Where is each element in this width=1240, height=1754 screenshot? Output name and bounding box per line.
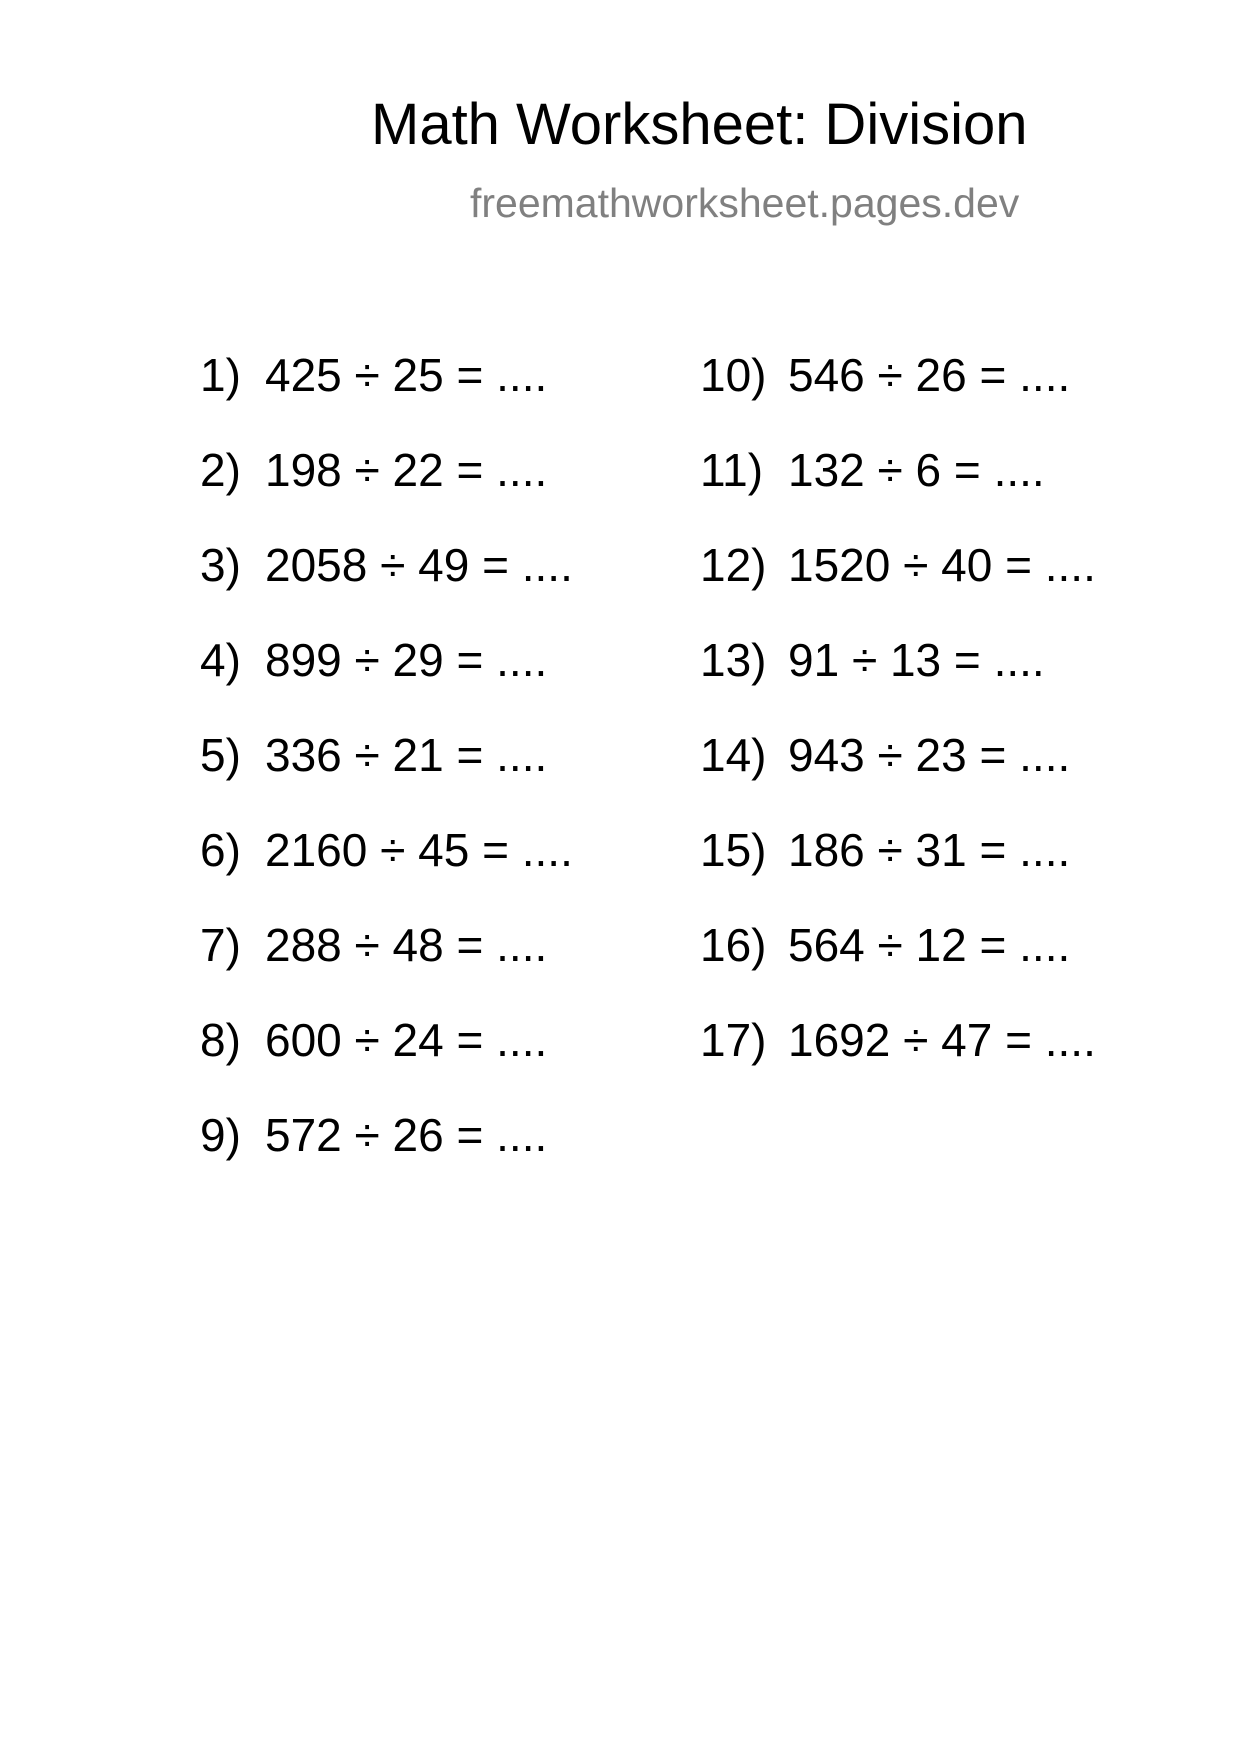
problem-expression: 546 ÷ 26 = .... — [788, 349, 1071, 401]
problem-expression: 425 ÷ 25 = .... — [265, 349, 548, 401]
problem-number: 15) — [700, 824, 767, 876]
problem-item — [200, 444, 573, 542]
problems-column-right — [700, 349, 1096, 1112]
problem-number: 5) — [200, 729, 241, 781]
problem-number: 1) — [200, 349, 241, 401]
problem-item — [200, 919, 573, 1017]
problem-expression: 288 ÷ 48 = .... — [265, 919, 548, 971]
problem-number: 14) — [700, 729, 767, 781]
problem-number: 13) — [700, 634, 767, 686]
problem-item — [700, 539, 1096, 637]
problem-number: 16) — [700, 919, 767, 971]
problem-expression: 899 ÷ 29 = .... — [265, 634, 548, 686]
problem-item — [200, 1014, 573, 1112]
problem-expression: 336 ÷ 21 = .... — [265, 729, 548, 781]
problem-expression: 564 ÷ 12 = .... — [788, 919, 1071, 971]
problem-item — [200, 634, 573, 732]
problem-expression: 1520 ÷ 40 = .... — [788, 539, 1096, 591]
problem-item — [700, 444, 1096, 542]
problem-expression: 943 ÷ 23 = .... — [788, 729, 1071, 781]
problem-number: 2) — [200, 444, 241, 496]
problem-item — [700, 1014, 1096, 1112]
problem-number: 17) — [700, 1014, 767, 1066]
problem-expression: 1692 ÷ 47 = .... — [788, 1014, 1096, 1066]
problem-expression: 186 ÷ 31 = .... — [788, 824, 1071, 876]
problem-item — [200, 539, 573, 637]
problem-item — [700, 349, 1096, 447]
worksheet-title: Math Worksheet: Division — [371, 92, 1028, 157]
problem-number: 12) — [700, 539, 767, 591]
problem-item — [700, 824, 1096, 922]
problem-expression: 91 ÷ 13 = .... — [788, 634, 1045, 686]
problem-item — [200, 349, 573, 447]
problem-item — [700, 634, 1096, 732]
problem-number: 6) — [200, 824, 241, 876]
problem-number: 9) — [200, 1109, 241, 1161]
problems-column-left — [200, 349, 573, 1207]
problem-number: 4) — [200, 634, 241, 686]
problem-expression: 600 ÷ 24 = .... — [265, 1014, 548, 1066]
problem-expression: 132 ÷ 6 = .... — [788, 444, 1045, 496]
website-url: freemathworksheet.pages.dev — [470, 180, 1020, 226]
problem-expression: 198 ÷ 22 = .... — [265, 444, 548, 496]
problem-number: 8) — [200, 1014, 241, 1066]
problem-item — [200, 824, 573, 922]
problem-number: 10) — [700, 349, 767, 401]
problem-number: 11) — [700, 444, 764, 496]
problem-item — [200, 1109, 573, 1207]
problem-number: 7) — [200, 919, 241, 971]
problem-item — [200, 729, 573, 827]
problem-item — [700, 919, 1096, 1017]
problem-expression: 572 ÷ 26 = .... — [265, 1109, 548, 1161]
problem-number: 3) — [200, 539, 241, 591]
problem-expression: 2160 ÷ 45 = .... — [265, 824, 573, 876]
problem-expression: 2058 ÷ 49 = .... — [265, 539, 573, 591]
problem-item — [700, 729, 1096, 827]
